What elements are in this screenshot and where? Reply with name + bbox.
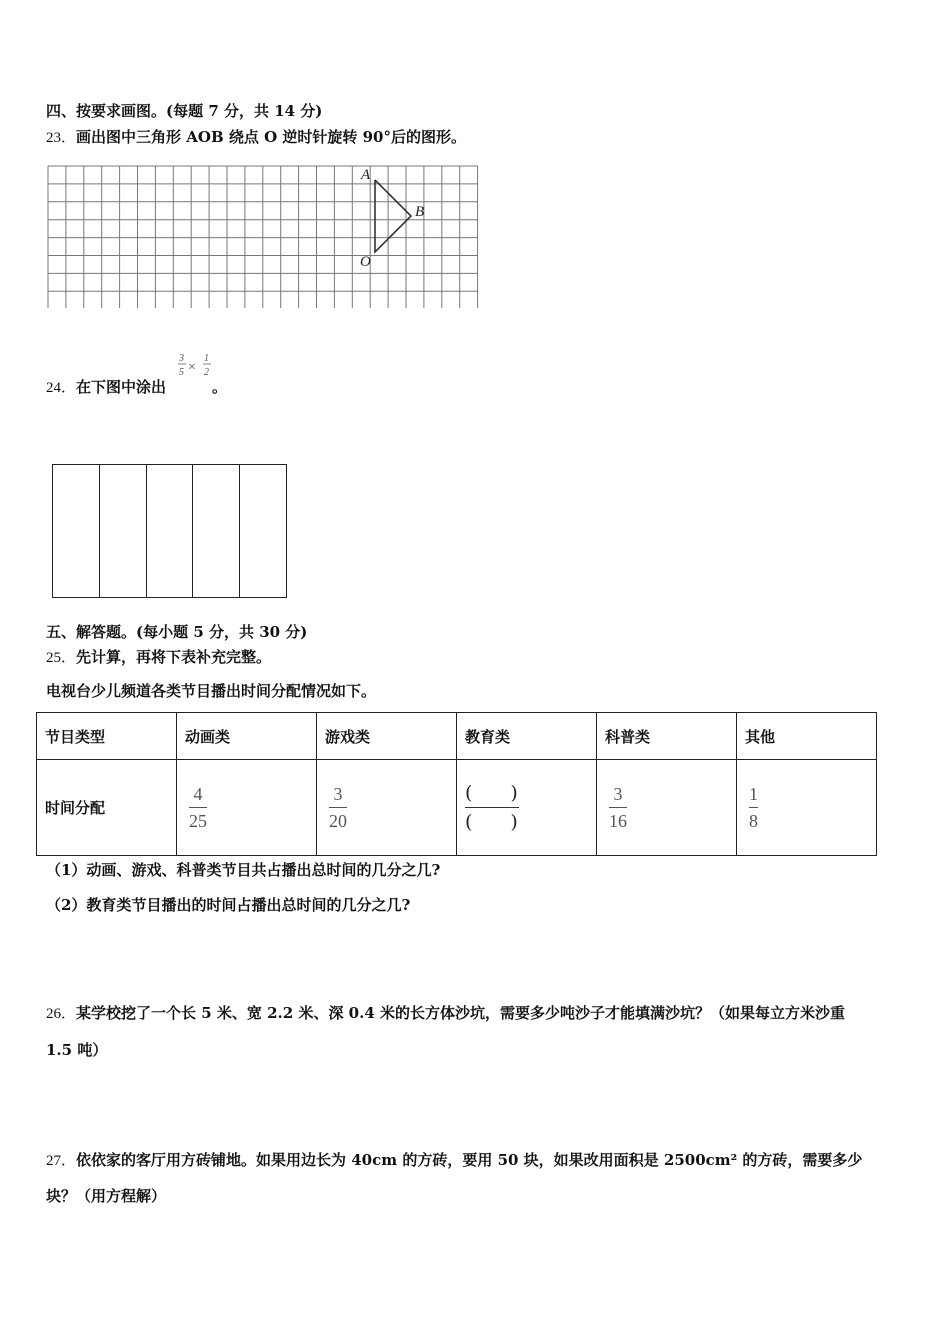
question-27-line-2: 块？（用方程解）	[46, 1187, 167, 1205]
question-text: 先计算，再将下表补充完整。	[76, 648, 272, 666]
question-number: 27．	[46, 1153, 77, 1169]
header-cell: 科普类	[597, 713, 737, 760]
question-number: 25．	[46, 650, 77, 666]
fraction-cell	[737, 760, 877, 856]
denominator: 8	[749, 811, 758, 831]
fraction-cell-blank[interactable]	[457, 760, 597, 856]
section-5-title: 五、解答题。(每小题 5 分，共 30 分)	[46, 623, 308, 641]
denominator: 20	[329, 811, 347, 831]
numerator: 4	[193, 784, 203, 804]
grid-figure	[46, 164, 484, 308]
numerator: 3	[333, 784, 343, 804]
numerator: 3	[613, 784, 623, 804]
numerator: 1	[749, 784, 758, 804]
header-cell: 其他	[737, 713, 877, 760]
rect-column	[100, 465, 147, 597]
question-26-line-2: 1.5 吨）	[46, 1041, 108, 1059]
question-text: 在下图中涂出	[76, 378, 167, 396]
fraction-cell	[177, 760, 317, 856]
table-intro: 电视台少儿频道各类节目播出时间分配情况如下。	[46, 682, 377, 700]
denominator: 25	[189, 811, 207, 831]
question-26	[46, 1003, 845, 1024]
table-header-row	[37, 713, 877, 760]
rect-column	[193, 465, 240, 597]
denominator: 16	[609, 811, 627, 831]
table-data-row	[37, 760, 877, 856]
rect-column	[147, 465, 194, 597]
question-number: 23．	[46, 130, 77, 146]
rect-column	[240, 465, 286, 597]
shading-rectangle	[52, 464, 287, 598]
blank-numerator: ( )	[465, 782, 518, 804]
row-label: 时间分配	[37, 760, 177, 856]
fraction	[189, 783, 207, 832]
header-cell: 游戏类	[317, 713, 457, 760]
question-23	[46, 127, 466, 148]
fraction-cell	[317, 760, 457, 856]
question-text: 画出图中三角形 AOB 绕点 O 逆时针旋转 90°后的图形。	[76, 128, 466, 146]
fraction-expression	[176, 350, 216, 384]
question-number: 24．	[46, 380, 77, 396]
fraction	[749, 783, 758, 832]
question-text-line-1: 某学校挖了一个长 5 米、宽 2.2 米、深 0.4 米的长方体沙坑，需要多少吨沙子才能填满沙坑？（如果每立方米沙重	[76, 1004, 845, 1022]
question-text-line-1: 依依家的客厅用方砖铺地。如果用边长为 40cm 的方砖，要用 50 块，如果改用面积是 2500cm² 的方砖，需要多少	[76, 1151, 863, 1169]
question-27	[46, 1150, 862, 1171]
f1-denominator: 5	[179, 367, 184, 378]
blank-fraction[interactable]	[465, 781, 519, 834]
f2-numerator: 1	[204, 353, 209, 364]
question-25	[46, 647, 271, 668]
header-cell: 节目类型	[37, 713, 177, 760]
subquestion-2: （2）教育类节目播出的时间占播出总时间的几分之几?	[46, 896, 411, 914]
question-number: 26．	[46, 1006, 77, 1022]
fraction-cell	[597, 760, 737, 856]
question-24-end: 。	[212, 378, 228, 396]
fraction	[329, 783, 347, 832]
question-24	[46, 377, 166, 398]
header-cell: 教育类	[457, 713, 597, 760]
times-sign: ×	[188, 360, 196, 375]
label-a: A	[361, 167, 371, 183]
label-o: O	[360, 254, 371, 270]
time-allocation-table	[36, 712, 877, 856]
rect-column	[53, 465, 100, 597]
header-cell: 动画类	[177, 713, 317, 760]
subquestion-1: （1）动画、游戏、科普类节目共占播出总时间的几分之几?	[46, 861, 441, 879]
f2-denominator: 2	[204, 367, 209, 378]
f1-numerator: 3	[179, 353, 184, 364]
fraction	[609, 783, 627, 832]
blank-denominator: ( )	[465, 811, 518, 833]
section-4-title: 四、按要求画图。(每题 7 分，共 14 分)	[46, 102, 323, 120]
label-b: B	[415, 204, 425, 220]
